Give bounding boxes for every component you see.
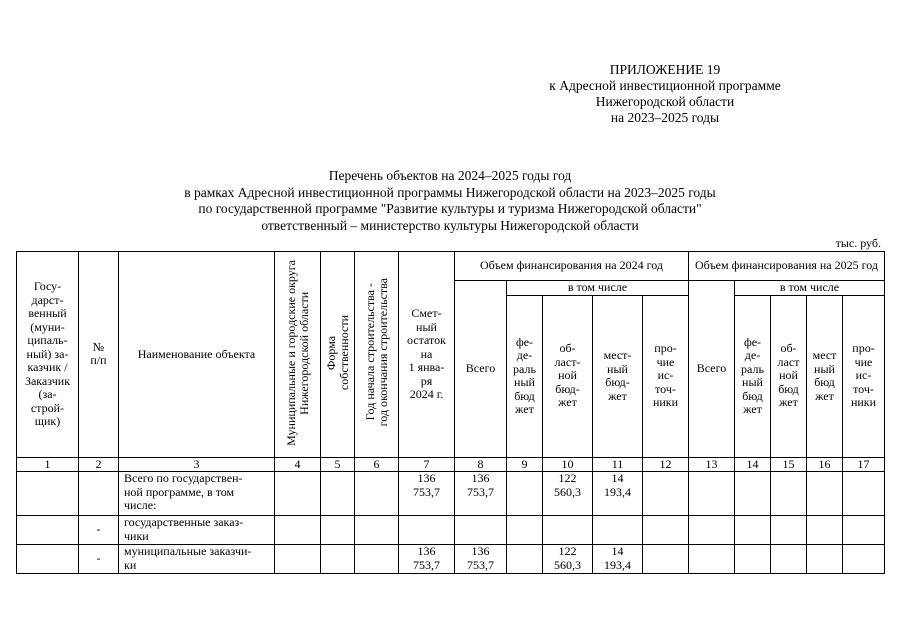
header-municipality: Муниципальные и городские округа Нижегородской области (275, 252, 321, 458)
cell-total-2025 (689, 545, 735, 574)
cell-object-name: Всего по государствен- ной программе, в том числе: (119, 472, 275, 516)
header-local-2025: мест ный бюд жет (807, 295, 843, 457)
header-funding-2024: Объем финансирования на 2024 год (455, 252, 689, 281)
header-total-2025: Всего (689, 281, 735, 458)
cell-regional-2024: 122 560,3 (543, 545, 593, 574)
cell-municipality (275, 472, 321, 516)
column-number: 14 (735, 457, 771, 472)
column-number: 5 (321, 457, 355, 472)
cell-other-2024 (643, 516, 689, 545)
column-number: 1 (17, 457, 79, 472)
cell-ownership (321, 516, 355, 545)
heading-line: в рамках Адресной инвестиционной программы Нижегородской области на 2023–2025 годы (184, 184, 716, 200)
cell-number: - (79, 516, 119, 545)
header-including-2025: в том числе (735, 281, 885, 296)
cell-local-2024 (593, 516, 643, 545)
heading-line: по государственной программе "Развитие культуры и туризма Нижегородской области" (198, 201, 702, 216)
header-federal-2025: фе- де- раль ный бюд жет (735, 295, 771, 457)
cell-total-2025 (689, 516, 735, 545)
header-estimate-balance: Смет- ный остаток на 1 янва- ря 2024 г. (399, 252, 455, 458)
table-row (17, 472, 885, 516)
column-number: 11 (593, 457, 643, 472)
column-number: 3 (119, 457, 275, 472)
cell-regional-2025 (771, 472, 807, 516)
cell-local-2024: 14 193,4 (593, 472, 643, 516)
cell-other-2024 (643, 545, 689, 574)
header-other-2025: про- чие ис- точ- ники (843, 295, 885, 457)
units-label: тыс. руб. (835, 236, 881, 250)
heading-line: ответственный – министерство культуры Нижегородской области (261, 217, 639, 233)
cell-object-name: государственные заказ- чики (119, 516, 275, 545)
appendix-line: на 2023–2025 годы (610, 110, 720, 125)
cell-ownership (321, 545, 355, 574)
cell-total-2024 (455, 516, 507, 545)
header-object-name: Наименование объекта (119, 252, 275, 458)
table-row (17, 545, 885, 574)
cell-ownership (321, 472, 355, 516)
column-number: 4 (275, 457, 321, 472)
cell-regional-2024: 122 560,3 (543, 472, 593, 516)
header-including-2024: в том числе (507, 281, 689, 296)
column-number: 17 (843, 457, 885, 472)
document-heading (100, 168, 800, 234)
cell-municipality (275, 545, 321, 574)
cell-years (355, 472, 399, 516)
cell-federal-2024 (507, 472, 543, 516)
header-local-2024: мест- ный бюд- жет (593, 295, 643, 457)
column-number: 15 (771, 457, 807, 472)
cell-years (355, 545, 399, 574)
cell-other-2024 (643, 472, 689, 516)
cell-total-2024: 136 753,7 (455, 472, 507, 516)
column-number: 6 (355, 457, 399, 472)
cell-other-2025 (843, 472, 885, 516)
header-funding-2025: Объем финансирования на 2025 год (689, 252, 885, 281)
header-regional-2025: об- ласт ной бюд жет (771, 295, 807, 457)
header-total-2024: Всего (455, 281, 507, 458)
column-number: 8 (455, 457, 507, 472)
cell-local-2024: 14 193,4 (593, 545, 643, 574)
cell-regional-2025 (771, 516, 807, 545)
cell-municipality (275, 516, 321, 545)
cell-estimate-balance: 136 753,7 (399, 545, 455, 574)
cell-regional-2024 (543, 516, 593, 545)
cell-object-name: муниципальные заказчи- ки (119, 545, 275, 574)
cell-federal-2025 (735, 472, 771, 516)
heading-line: Перечень объектов на 2024–2025 годы год (328, 168, 572, 183)
cell-customer (17, 516, 79, 545)
column-number: 10 (543, 457, 593, 472)
cell-customer (17, 545, 79, 574)
header-construction-years: Год начала строительства - год окончания строительства (355, 252, 399, 458)
header-other-2024: про- чие ис- точ- ники (643, 295, 689, 457)
header-regional-2024: об- ласт- ной бюд- жет (543, 295, 593, 457)
cell-federal-2025 (735, 516, 771, 545)
cell-estimate-balance (399, 516, 455, 545)
header-federal-2024: фе- де- раль ный бюд жет (507, 295, 543, 457)
cell-federal-2024 (507, 516, 543, 545)
table-row (17, 516, 885, 545)
column-number: 16 (807, 457, 843, 472)
cell-other-2025 (843, 516, 885, 545)
cell-federal-2025 (735, 545, 771, 574)
column-number: 12 (643, 457, 689, 472)
cell-local-2025 (807, 545, 843, 574)
column-number: 9 (507, 457, 543, 472)
cell-local-2025 (807, 516, 843, 545)
appendix-line: к Адресной инвестиционной программе (549, 78, 781, 93)
column-number: 13 (689, 457, 735, 472)
objects-table (16, 251, 885, 574)
column-number: 2 (79, 457, 119, 472)
cell-regional-2025 (771, 545, 807, 574)
cell-total-2024: 136 753,7 (455, 545, 507, 574)
column-number-row (17, 457, 885, 472)
appendix-title: ПРИЛОЖЕНИЕ 19 (609, 62, 721, 77)
appendix-block (520, 62, 810, 126)
cell-number (79, 472, 119, 516)
cell-federal-2024 (507, 545, 543, 574)
appendix-line: Нижегородской области (595, 94, 735, 109)
column-number: 7 (399, 457, 455, 472)
cell-number: - (79, 545, 119, 574)
cell-other-2025 (843, 545, 885, 574)
cell-years (355, 516, 399, 545)
cell-estimate-balance: 136 753,7 (399, 472, 455, 516)
header-ownership: Форма собственности (321, 252, 355, 458)
header-number: № п/п (79, 252, 119, 458)
header-customer: Госу- дарст- венный (муни- ципаль- ный) за- казчик / Заказчик (за- строй- щик) (17, 252, 79, 458)
cell-customer (17, 472, 79, 516)
cell-local-2025 (807, 472, 843, 516)
cell-total-2025 (689, 472, 735, 516)
